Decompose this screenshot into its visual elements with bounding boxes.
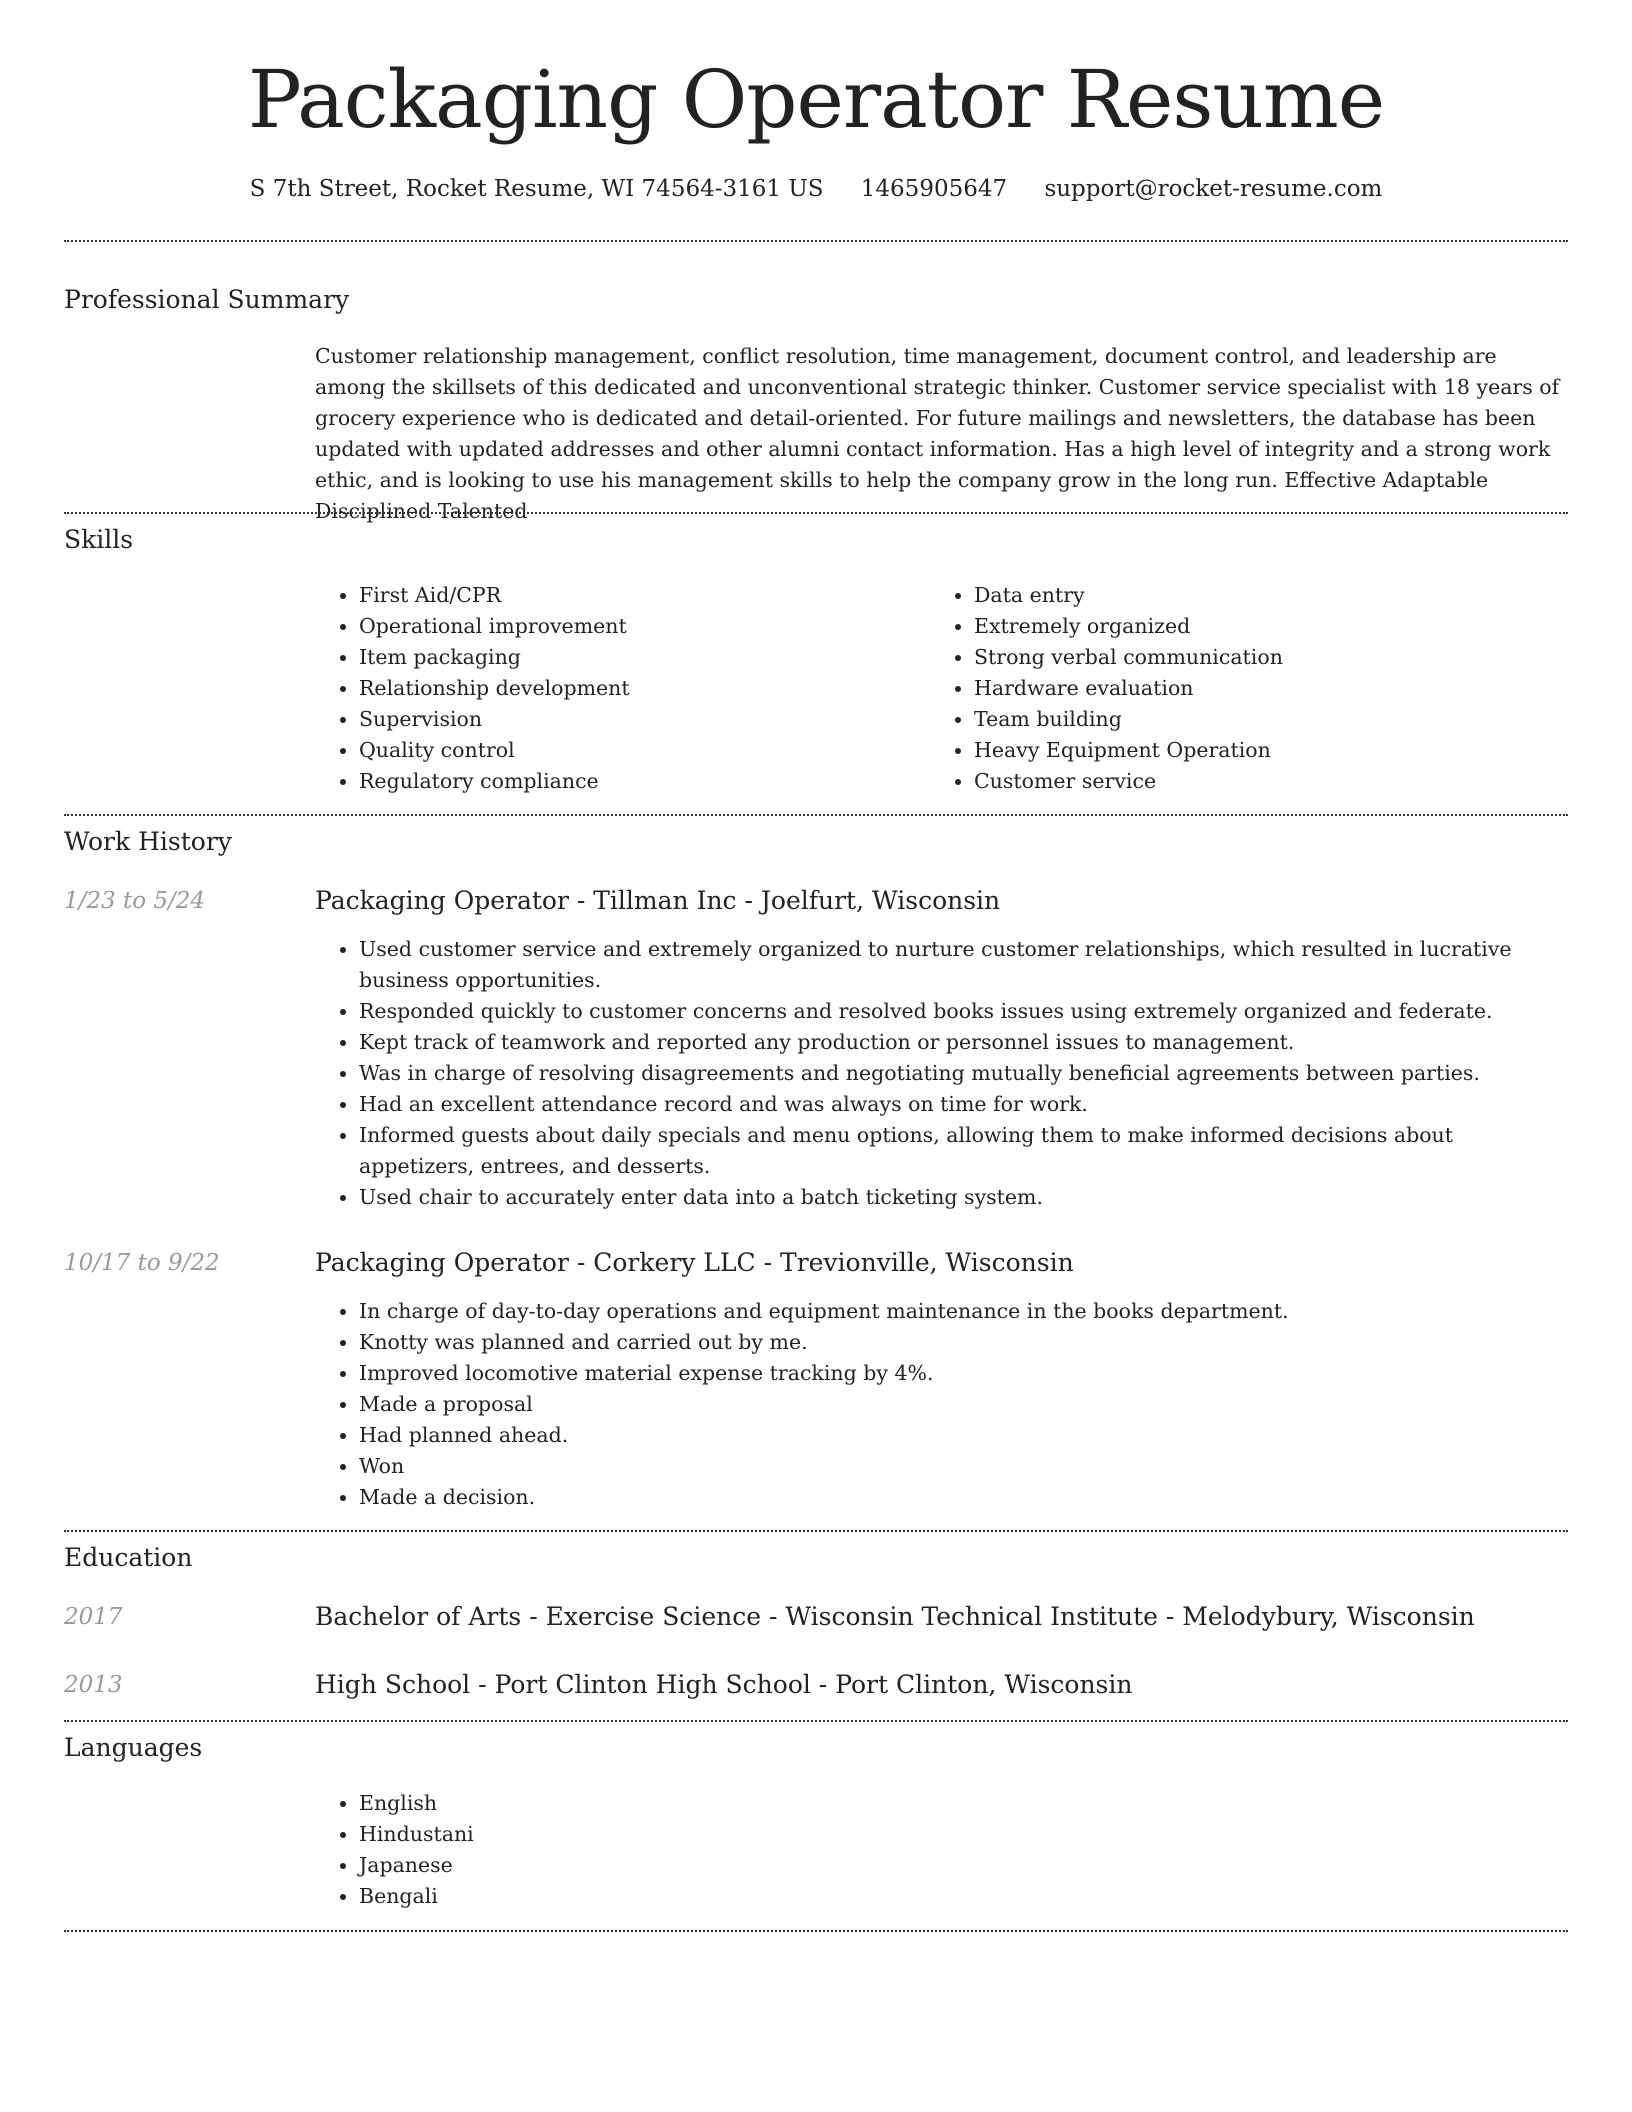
skill-item: • Team building [974,704,1550,735]
language-item: • Bengali [359,1881,915,1912]
skill-item: • Heavy Equipment Operation [974,735,1550,766]
skill-item: • Operational improvement [359,611,915,642]
divider [64,512,1568,514]
contact-line [0,172,1632,206]
divider [64,240,1568,242]
job-bullet: • Won [359,1451,1568,1482]
summary-heading: Professional Summary [64,285,350,314]
job-bullet: • Made a decision. [359,1482,1568,1513]
skills-column-left [315,580,915,797]
job-bullets [315,934,1568,1213]
job-title: Packaging Operator - Tillman Inc - Joelfurt, Wisconsin [315,886,1001,915]
work-heading: Work History [64,827,232,856]
job-dates: 10/17 to 9/22 [64,1250,220,1276]
job-bullet: • Improved locomotive material expense tracking by 4%. [359,1358,1568,1389]
education-heading: Education [64,1543,193,1572]
page-title: Packaging Operator Resume [247,53,1385,146]
job-bullet: • Used chair to accurately enter data into a batch ticketing system. [359,1182,1568,1213]
skill-item: • Extremely organized [974,611,1550,642]
job-bullet: • Was in charge of resolving disagreements and negotiating mutually beneficial agreements between parties. [359,1058,1568,1089]
contact-phone[interactable]: 1465905647 [860,176,1008,202]
language-item: • English [359,1788,915,1819]
divider [64,1530,1568,1532]
divider [64,1930,1568,1932]
languages-heading: Languages [64,1733,203,1762]
job-title: Packaging Operator - Corkery LLC - Trevionville, Wisconsin [315,1248,1074,1277]
skill-item: • Customer service [974,766,1550,797]
job-bullets [315,1296,1568,1513]
education-year: 2013 [64,1672,123,1698]
skills-heading: Skills [64,525,134,554]
divider [64,814,1568,816]
job-bullet: • Kept track of teamwork and reported any production or personnel issues to management. [359,1027,1568,1058]
skill-item: • Data entry [974,580,1550,611]
skill-item: • Item packaging [359,642,915,673]
skill-item: • Hardware evaluation [974,673,1550,704]
language-item: • Japanese [359,1850,915,1881]
job-bullet: • Responded quickly to customer concerns and resolved books issues using extremely organized and federate. [359,996,1568,1027]
skill-item: • Supervision [359,704,915,735]
skill-item: • Relationship development [359,673,915,704]
education-title: High School - Port Clinton High School - Port Clinton, Wisconsin [315,1670,1133,1699]
education-year: 2017 [64,1604,123,1630]
job-bullet: • Knotty was planned and carried out by me. [359,1327,1568,1358]
skill-item: • Regulatory compliance [359,766,915,797]
skill-item: • First Aid/CPR [359,580,915,611]
contact-address: S 7th Street, Rocket Resume, WI 74564-3161 US [249,176,824,202]
skill-item: • Quality control [359,735,915,766]
job-bullet: • In charge of day-to-day operations and equipment maintenance in the books department. [359,1296,1568,1327]
education-title: Bachelor of Arts - Exercise Science - Wisconsin Technical Institute - Melodybury, Wisconsin [315,1602,1475,1631]
job-bullet: • Had an excellent attendance record and was always on time for work. [359,1089,1568,1120]
summary-text: Customer relationship management, conflict resolution, time management, document control, and leadership are among the skillsets of this dedicated and unconventional strategic thinker. Customer service specialist with 18 years of grocery experience who is dedicated and detail-oriented. For future mailings and newsletters, the database has been updated with updated addresses and other alumni contact information. Has a high level of integrity and a strong work ethic, and is looking to use his management skills to help the company grow in the long run. Effective Adaptable Disciplined Talented [315,344,1560,523]
job-bullet: • Informed guests about daily specials and menu options, allowing them to make informed decisions about appetizers, entrees, and desserts. [359,1120,1568,1182]
job-bullet: • Made a proposal [359,1389,1568,1420]
contact-email[interactable]: support@rocket-resume.com [1044,176,1383,202]
skills-column-right [930,580,1550,797]
language-item: • Hindustani [359,1819,915,1850]
divider [64,1720,1568,1722]
skill-item: • Strong verbal communication [974,642,1550,673]
job-dates: 1/23 to 5/24 [64,888,206,914]
job-bullet: • Had planned ahead. [359,1420,1568,1451]
languages-list [315,1788,915,1912]
job-bullet: • Used customer service and extremely organized to nurture customer relationships, which resulted in lucrative business opportunities. [359,934,1568,996]
